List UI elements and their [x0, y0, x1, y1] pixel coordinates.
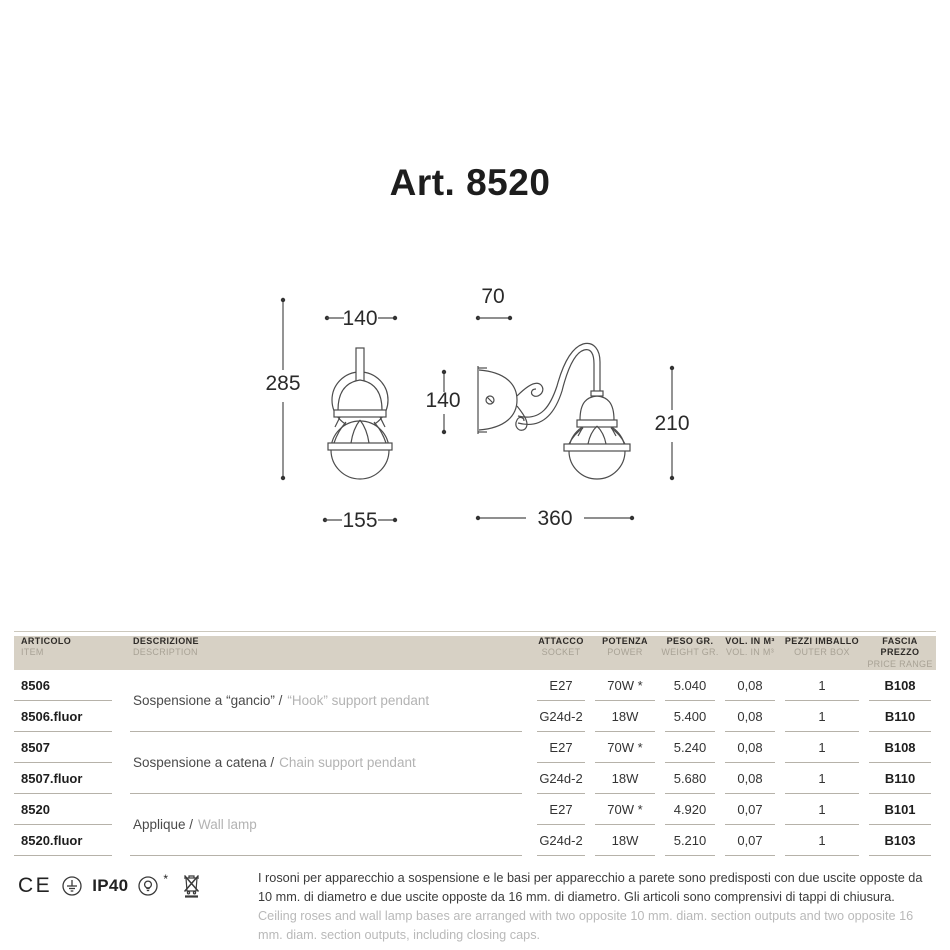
power-value: 18W [595, 763, 655, 794]
dim-label-wall-plate: 140 [425, 389, 461, 412]
holder-band [577, 420, 617, 427]
weight-value: 5.040 [665, 670, 715, 701]
header-socket: ATTACCO SOCKET [538, 636, 584, 658]
volume-value: 0,08 [725, 670, 775, 701]
article-number: 8506 [14, 670, 112, 701]
holder-band [334, 410, 386, 417]
weee-crossed-bin-icon [182, 873, 201, 898]
socket-value: E27 [537, 732, 585, 763]
volume-value: 0,08 [725, 732, 775, 763]
outer-box-value: 1 [785, 763, 859, 794]
weight-value: 5.210 [665, 825, 715, 856]
weight-value: 5.240 [665, 732, 715, 763]
dimension-drop-height [654, 366, 689, 480]
outer-box-value: 1 [785, 794, 859, 825]
volume-value: 0,08 [725, 763, 775, 794]
pendant-lamp-drawing [265, 298, 397, 532]
price-range-value: B110 [869, 763, 931, 794]
dimension-plate-height [425, 370, 460, 434]
header-weight: PESO GR. WEIGHT GR. [661, 636, 719, 658]
dim-label-wall-bottom: 360 [537, 507, 573, 530]
weight-value: 5.400 [665, 701, 715, 732]
technical-drawing [250, 270, 710, 560]
scroll-ornament [517, 383, 543, 396]
power-value: 18W [595, 701, 655, 732]
weight-value: 4.920 [665, 794, 715, 825]
description-english: “Hook” support pendant [287, 693, 430, 708]
table-group-8507 [14, 732, 936, 794]
lamp-holder-dome [580, 396, 614, 420]
page-title: Art. 8520 [389, 162, 551, 203]
article-number: 8520 [14, 794, 112, 825]
dim-label-pendant-bottom: 155 [342, 509, 378, 532]
socket-value: G24d-2 [537, 701, 585, 732]
sphere-band [328, 443, 392, 450]
outer-box-value: 1 [785, 732, 859, 763]
power-value: 70W * [595, 670, 655, 701]
price-range-value: B108 [869, 670, 931, 701]
volume-value: 0,07 [725, 794, 775, 825]
table-header [14, 636, 936, 670]
certification-row [18, 873, 201, 898]
wall-lamp-drawing [425, 285, 689, 530]
dimension-total-height [265, 298, 300, 480]
ip-rating-label: IP40 [92, 875, 129, 895]
description-italian: Sospensione a catena / [133, 755, 275, 770]
ce-mark-icon: CE [18, 873, 53, 897]
neck-collar [591, 391, 603, 396]
dim-label-pendant-height: 285 [265, 372, 301, 395]
socket-value: G24d-2 [537, 825, 585, 856]
dimension-bottom-width [323, 509, 397, 532]
description-english: Chain support pendant [279, 755, 416, 770]
article-number: 8507 [14, 732, 112, 763]
table-group-8520 [14, 794, 936, 856]
product-description [130, 732, 522, 794]
power-value: 18W [595, 825, 655, 856]
header-volume: VOL. IN M³ VOL. IN M³ [725, 636, 775, 658]
dim-label-wall-right: 210 [654, 412, 690, 435]
scroll-ornament [516, 406, 527, 430]
specification-table [14, 631, 936, 856]
note-english: Ceiling roses and wall lamp bases are arranged with two opposite 10 mm. diam. section outputs and two opposite 16 mm. diam. section outputs, including closing caps. [258, 909, 914, 943]
header-article: ARTICOLO ITEM [21, 636, 72, 658]
earth-ground-icon [61, 875, 83, 897]
price-range-value: B110 [869, 701, 931, 732]
description-english: Wall lamp [198, 817, 257, 832]
outer-box-value: 1 [785, 825, 859, 856]
asterisk-label: * [163, 871, 169, 886]
header-description: DESCRIZIONE DESCRIPTION [133, 636, 199, 658]
dimension-projection [476, 507, 634, 530]
dimension-top-width [325, 307, 397, 330]
volume-value: 0,08 [725, 701, 775, 732]
header-power: POTENZA POWER [602, 636, 648, 658]
product-description [130, 794, 522, 856]
article-number: 8506.fluor [14, 701, 112, 732]
price-range-value: B101 [869, 794, 931, 825]
volume-value: 0,07 [725, 825, 775, 856]
table-group-8506 [14, 670, 936, 732]
price-range-value: B108 [869, 732, 931, 763]
wall-plate [479, 370, 517, 430]
lamp-symbol-icon [137, 875, 159, 897]
socket-value: E27 [537, 794, 585, 825]
dim-label-wall-top: 70 [481, 285, 505, 308]
footnotes [258, 869, 934, 945]
article-number: 8520.fluor [14, 825, 112, 856]
socket-value: G24d-2 [537, 763, 585, 794]
description-italian: Sospensione a “gancio” / [133, 693, 283, 708]
sphere-band [564, 444, 630, 451]
lamp-holder-dome [338, 380, 382, 410]
header-price-range: FASCIA PREZZO PRICE RANGE [867, 636, 933, 669]
price-range-value: B103 [869, 825, 931, 856]
note-italian: I rosoni per apparecchio a sospensione e le basi per apparecchio a parete sono predisposti con due uscite opposte da 10 mm. di diametro e due uscite opposte da 16 mm. di diametro. Gli articoli sono comprensivi di tappi di chiusura. [258, 871, 923, 905]
header-outer-box: PEZZI IMBALLO OUTER BOX [784, 636, 860, 658]
power-value: 70W * [595, 794, 655, 825]
weight-value: 5.680 [665, 763, 715, 794]
socket-value: E27 [537, 670, 585, 701]
dimension-plate-depth [476, 285, 512, 320]
power-value: 70W * [595, 732, 655, 763]
dim-label-pendant-top: 140 [342, 307, 378, 330]
description-italian: Applique / [133, 817, 194, 832]
outer-box-value: 1 [785, 670, 859, 701]
product-description [130, 670, 522, 732]
article-number: 8507.fluor [14, 763, 112, 794]
outer-box-value: 1 [785, 701, 859, 732]
